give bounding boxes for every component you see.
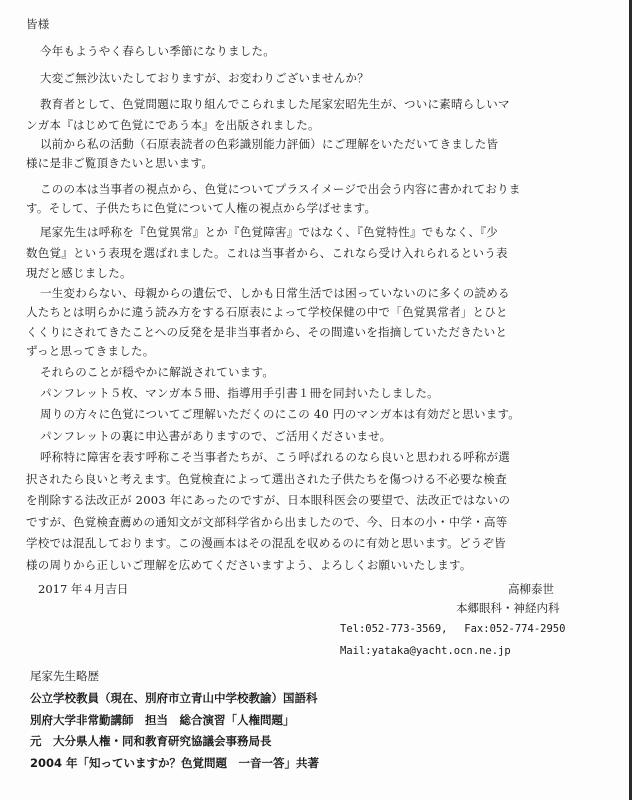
letter-line: 学校では混乱しております。この漫画本はその混乱を収めるのに有効と思います。どうぞ皆: [26, 536, 506, 550]
letter-line: ですが、色覚検査薦めの通知文が文部科学省から出ましたので、今、日本の小・中学・高等: [26, 515, 508, 529]
letter-line: 一生変わらない、母親からの遺伝で、しかも日常生活では困っていないのに多くの読める: [40, 286, 510, 300]
bio-item: 公立学校教員（現在、別府市立青山中学校教諭）国語科: [30, 691, 318, 705]
letter-line: このの本は当事者の視点から、色覚についてプラスイメージで出会う内容に書かれておりま: [40, 182, 521, 196]
letter-line: 周りの方々に色覚についてご理解いただくのにこの 40 円のマンガ本は有効だと思います。: [40, 407, 521, 421]
clinic-name: 本郷眼科・神経内科: [456, 601, 560, 615]
letter-line: 以前から私の活動（石原表読者の色彩識別能力評価）にご理解をいただいてきました皆: [40, 137, 499, 151]
letter-line: 択されたら良いと考えます。色覚検査によって選出された子供たちを傷つける不必要な検査: [26, 472, 507, 486]
contact-tel-fax: Tel:052-773-3569, Fax:052-774-2950: [340, 623, 566, 635]
letter-line: ずっと思ってきました。: [26, 344, 155, 358]
letter-line: 様の周りから正しいご理解を広めてくださいますよう、よろしくお願いいたします。: [26, 558, 472, 572]
letter-line: くくりにされてきたことへの反発を是非当事者から、その間違いを指摘していただきたいと: [26, 325, 508, 339]
letter-line: 様に是非ご覧頂きたいと思います。: [26, 156, 214, 170]
letter-line: パンフレット５枚、マンガ本５冊、指導用手引書１冊を同封いたしました。: [40, 386, 439, 400]
letter-line: それらのことが穏やかに解説されています。: [40, 365, 275, 379]
letter-line: 大変ご無沙汰いたしておりますが、お変わりございませんか？: [40, 71, 369, 85]
letter-line: 今年もようやく春らしい季節になりました。: [40, 44, 275, 58]
letter-line: 数色覚』という表現を選ばれました。これは当事者から、これなら受け入れられるという表: [26, 246, 508, 260]
bio-item: 別府大学非常勤講師 担当 総合演習「人権問題」: [30, 713, 295, 727]
letter-line: パンフレットの裏に申込書がありますので、ご活用くださいませ。: [40, 429, 392, 443]
letter-line: 教育者として、色覚問題に取り組んでこられました尾家宏昭先生が、ついに素晴らしいマ: [40, 97, 510, 111]
contact-mail: Mail:yataka@yacht.ocn.ne.jp: [340, 645, 511, 657]
letter-line: を削除する法改正が 2003 年にあったのですが、日本眼科医会の要望で、法改正ではないの: [26, 493, 511, 507]
bio-item: 元 大分県人権・同和教育研究協議会事務局長: [30, 734, 272, 748]
signer-name: 高柳泰世: [508, 582, 554, 596]
letter-line: 現だと感じました。: [26, 266, 132, 280]
letter-date: 2017 年４月吉日: [38, 582, 129, 596]
letter-line: ンガ本『はじめて色覚にであう本』を出版されました。: [26, 118, 320, 132]
bio-item: 2004 年「知っていますか？色覚問題 一音一答」共著: [30, 756, 320, 770]
letter-line: 呼称特に障害を表す呼称こそ当事者たちが、こう呼ばれるのなら良いと思われる呼称が選: [40, 450, 510, 464]
letter-line: 人たちとは明らかに違う読み方をする石原表によって学校保健の中で「色覚異常者」とひと: [26, 305, 508, 319]
bio-heading: 尾家先生略歴: [30, 669, 99, 683]
salutation: 皆様: [26, 17, 50, 31]
letter-line: 尾家先生は呼称を『色覚異常』とか『色覚障害』ではなく、『色覚特性』でもなく、『少: [40, 225, 499, 239]
letter-line: す。そして、子供たちに色覚について人権の視点から学ばせます。: [26, 201, 377, 215]
